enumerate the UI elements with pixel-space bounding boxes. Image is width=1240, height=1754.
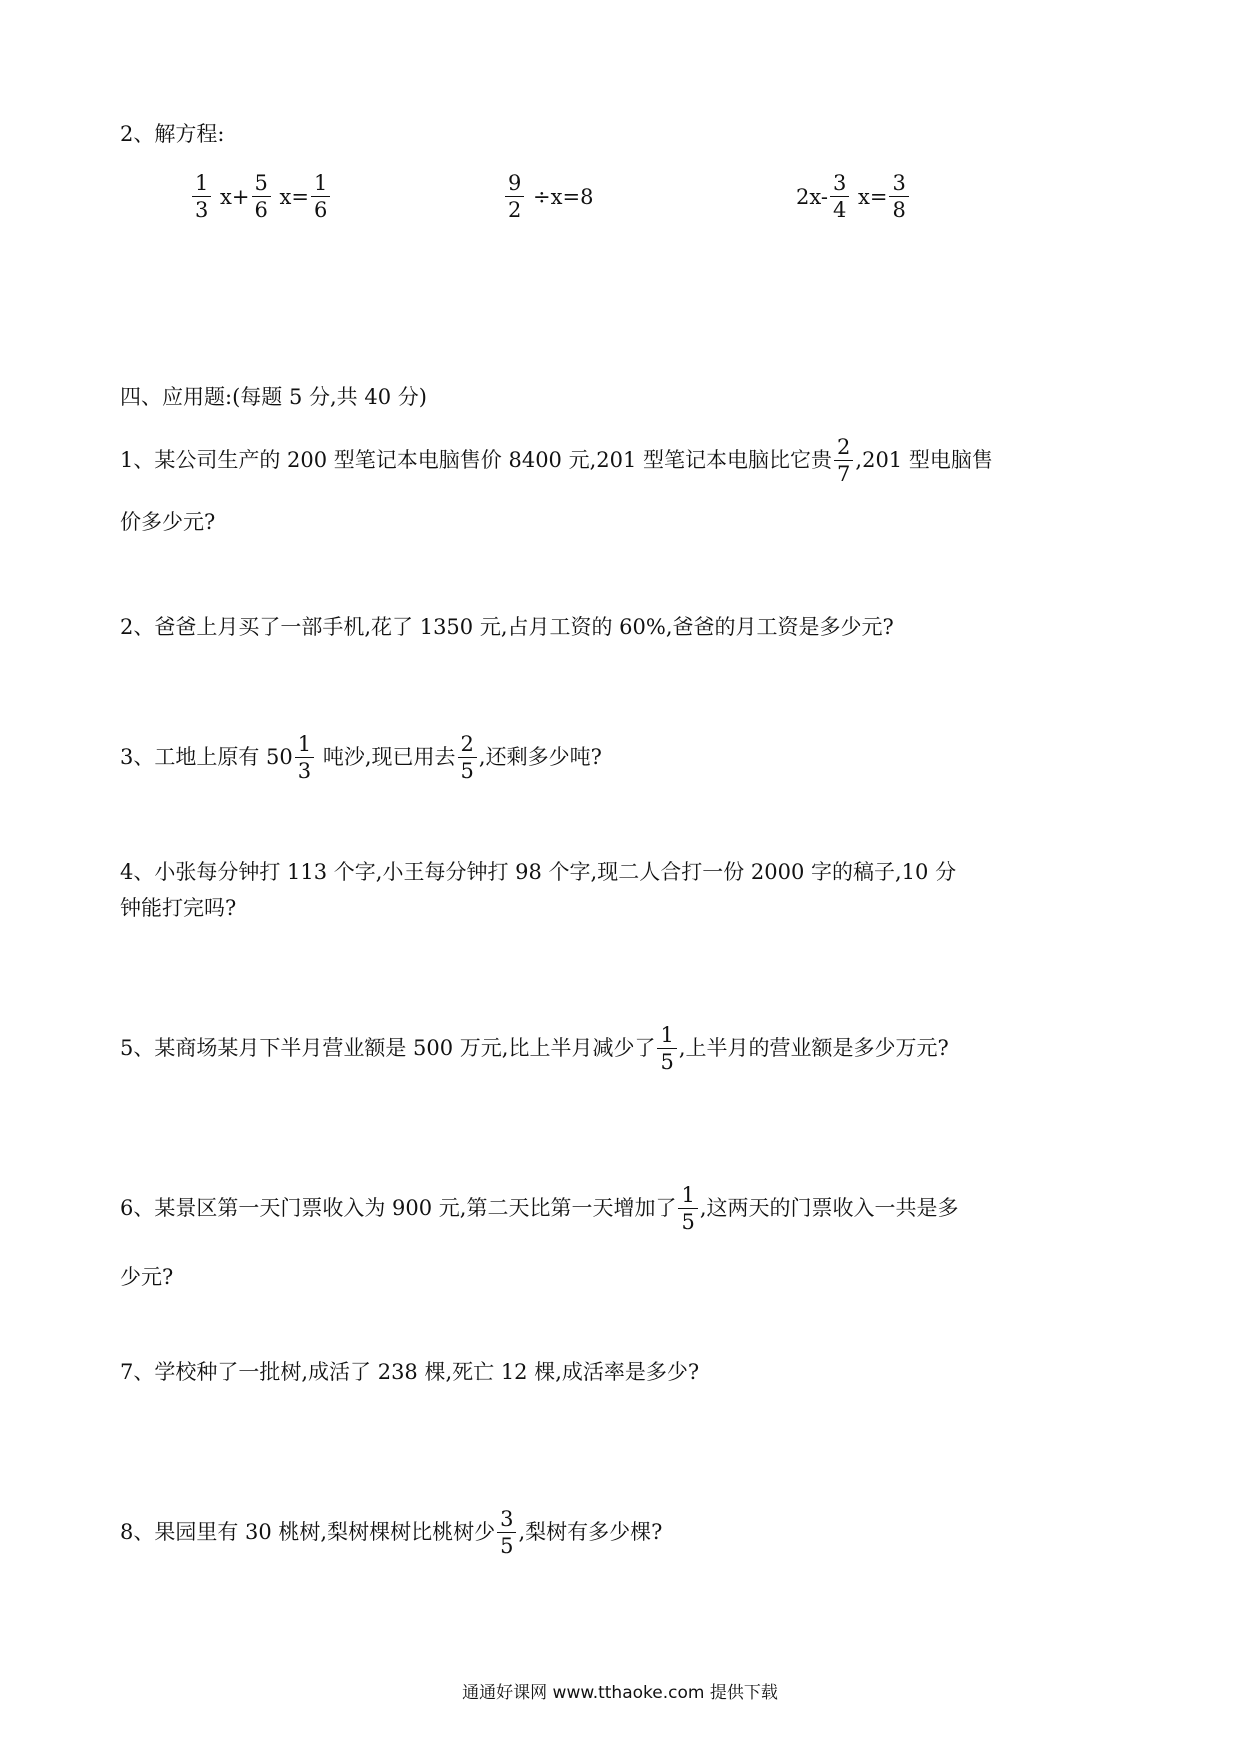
fraction: $\frac{1}{5}$ xyxy=(657,1024,676,1073)
fraction: $\frac{1}{3}$ xyxy=(295,733,314,782)
question-5: 5、某商场某月下半月营业额是 500 万元,比上半月减少了 $\frac{1}{5}$ ,上半月的营业额是多少万元? xyxy=(120,1023,949,1075)
fraction: $\frac{1}{3}$ xyxy=(192,172,211,221)
mixed-number: 50 $\frac{1}{3}$ xyxy=(266,733,316,782)
question-3: 3、工地上原有 50 $\frac{1}{3}$ 吨沙,现已用去 $\frac{2}{5}$ ,还剩多少吨? xyxy=(120,732,602,784)
fraction: $\frac{3}{4}$ xyxy=(830,172,849,221)
question-2: 2、爸爸上月买了一部手机,花了 1350 元,占月工资的 60%,爸爸的月工资是多少元? xyxy=(120,615,894,639)
fraction: $\frac{3}{5}$ xyxy=(497,1508,516,1557)
question-1-cont: 价多少元? xyxy=(120,510,216,534)
fraction: $\frac{1}{5}$ xyxy=(678,1184,697,1233)
fraction: $\frac{2}{5}$ xyxy=(458,733,477,782)
section-4-title: 四、应用题:(每题 5 分,共 40 分) xyxy=(120,385,427,409)
question-7: 7、学校种了一批树,成活了 238 棵,死亡 12 棵,成活率是多少? xyxy=(120,1360,700,1384)
question-4-cont: 钟能打完吗? xyxy=(120,896,237,920)
question-6-cont: 少元? xyxy=(120,1265,174,1289)
fraction: $\frac{1}{6}$ xyxy=(311,172,330,221)
section-2-title: 2、解方程: xyxy=(120,122,225,146)
fraction: $\frac{2}{7}$ xyxy=(834,436,853,485)
fraction: $\frac{3}{8}$ xyxy=(889,172,908,221)
fraction: $\frac{5}{6}$ xyxy=(252,172,271,221)
question-4: 4、小张每分钟打 113 个字,小王每分钟打 98 个字,现二人合打一份 2000 字的稿子,10 分 xyxy=(120,860,957,884)
fraction: $\frac{9}{2}$ xyxy=(505,172,524,221)
footer-source: 通通好课网 www.tthaoke.com 提供下载 xyxy=(462,1683,778,1703)
question-8: 8、果园里有 30 桃树,梨树棵树比桃树少 $\frac{3}{5}$ ,梨树有多少棵? xyxy=(120,1507,663,1559)
equation-3: 2x- $\frac{3}{4}$ x= $\frac{3}{8}$ xyxy=(796,172,911,221)
question-1: 1、某公司生产的 200 型笔记本电脑售价 8400 元,201 型笔记本电脑比它贵 $\frac{2}{7}$ ,201 型电脑售 xyxy=(120,435,993,487)
question-6: 6、某景区第一天门票收入为 900 元,第二天比第一天增加了 $\frac{1}{5}$ ,这两天的门票收入一共是多 xyxy=(120,1183,959,1235)
equation-1: $\frac{1}{3}$ x+ $\frac{5}{6}$ x= $\frac{1}{6}$ xyxy=(190,172,332,221)
equation-2: $\frac{9}{2}$ ÷x=8 xyxy=(503,172,593,221)
